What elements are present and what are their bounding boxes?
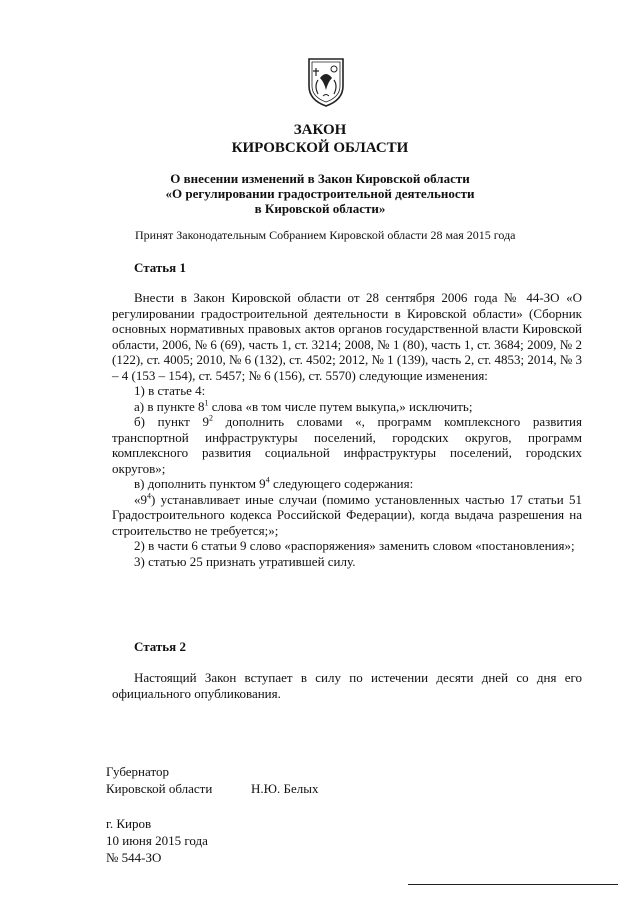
article-1-item-3: 3) статью 25 признать утратившей силу. bbox=[134, 553, 356, 569]
footer-city: г. Киров bbox=[106, 816, 152, 831]
doc-subtitle-line-3: в Кировской области» bbox=[254, 201, 386, 216]
doc-title-line-2: КИРОВСКОЙ ОБЛАСТИ bbox=[231, 140, 409, 156]
article-1-item-1b: б) пункт $9^2$ дополнить словами «, программ комплексного развития транспортной инфраструктуры поселений, городских округов, программ комплексного развития социальной инфраструктуры поселений, городских округов»; bbox=[112, 413, 582, 476]
article-1-item-1c-quote: «$9^4$) устанавливает иные случаи (помимо установленных частью 17 статьи 51 Градостроительного кодекса Российской Федерации), когда выдача разрешения на строительство не требуется;»; bbox=[112, 491, 582, 538]
article-2-heading: Статья 2 bbox=[134, 639, 186, 654]
footer-number: № 544-ЗО bbox=[106, 850, 162, 865]
article-1-heading: Статья 1 bbox=[134, 260, 186, 275]
article-1-body bbox=[112, 290, 582, 569]
doc-subtitle-line-2: «О регулировании градостроительной деятельности bbox=[165, 186, 475, 201]
doc-title-line-1: ЗАКОН bbox=[293, 122, 347, 138]
article-2-body bbox=[112, 670, 582, 701]
article-1-item-1a: а) в пункте $8^1$ слова «в том числе путем выкупа,» исключить; bbox=[134, 398, 473, 414]
article-2-text: Настоящий Закон вступает в силу по истечении десяти дней со дня его официального опубликования. bbox=[112, 670, 582, 701]
signatory-position-1: Губернатор bbox=[106, 764, 169, 779]
article-1-item-1c: в) дополнить пунктом $9^4$ следующего содержания: bbox=[134, 475, 414, 491]
doc-subtitle-line-1: О внесении изменений в Закон Кировской области bbox=[170, 171, 470, 186]
adoption-note: Принят Законодательным Собранием Кировской области 28 мая 2015 года bbox=[135, 228, 516, 242]
article-1-intro: Внести в Закон Кировской области от 28 сентября 2006 года № 44-ЗО «О регулировании градостроительной деятельности в Кировской области» (Сборник основных нормативных правовых актов органов государственной власти Кировской области, 2006, № 6 (69), часть 1, ст. 3214; 2008, № 1 (80), часть 1, ст. 3684; 2009, № 2 (122), ст. 4005; 2010, № 6 (132), ст. 4502; 2012, № 1 (139), часть 2, ст. 4853; 2014, № 3 – 4 (153 – 154), ст. 5457; № 6 (156), ст. 5570) следующие изменения: bbox=[112, 290, 582, 383]
article-1-item-2: 2) в части 6 статьи 9 слово «распоряжения» заменить словом «постановления»; bbox=[134, 538, 575, 553]
article-1-item-1: 1) в статье 4: bbox=[134, 383, 206, 398]
signatory-name: Н.Ю. Белых bbox=[251, 781, 319, 796]
signatory-position-2: Кировской области bbox=[106, 781, 213, 796]
footer-rule bbox=[408, 884, 618, 885]
footer-date: 10 июня 2015 года bbox=[106, 833, 208, 848]
coat-of-arms-icon bbox=[306, 56, 346, 108]
